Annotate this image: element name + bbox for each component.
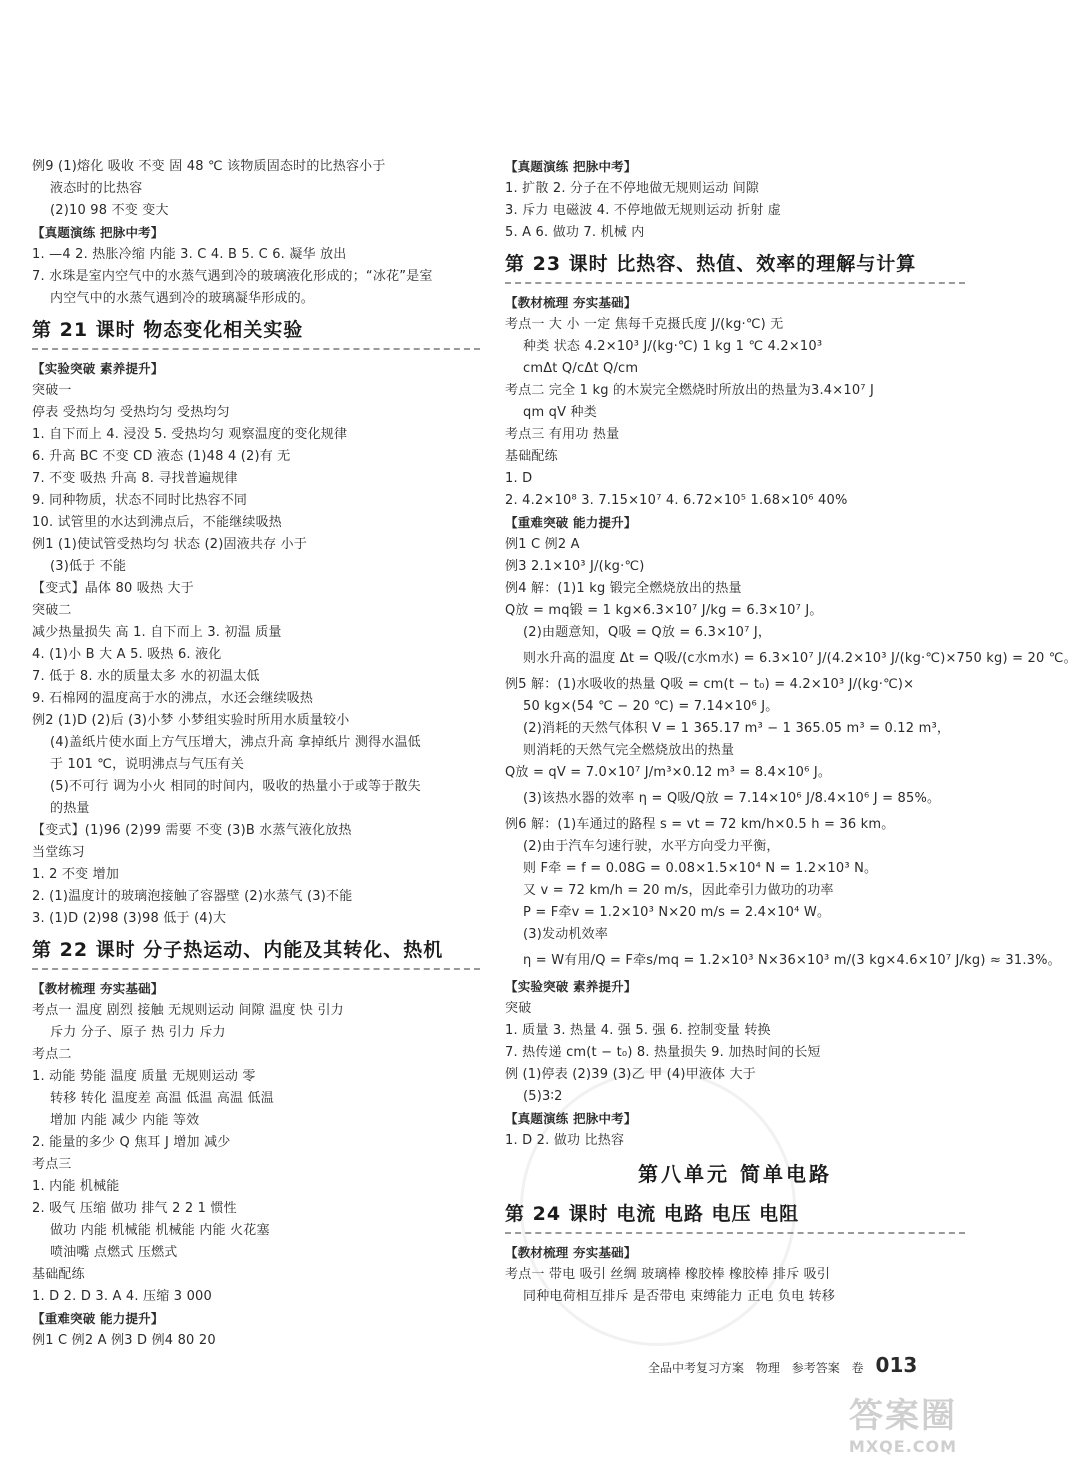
text-line: 3. (1)D (2)98 (3)98 低于 (4)大 bbox=[32, 911, 227, 926]
text-line: 1. D 2. 做功 比热容 bbox=[505, 1133, 625, 1148]
text-line: 7. 低于 8. 水的质量太多 水的初温太低 bbox=[32, 669, 260, 684]
text-line: (3)低于 不能 bbox=[50, 559, 127, 574]
text-line: 1. 内能 机械能 bbox=[32, 1179, 120, 1194]
text-line: 例1 (1)使试管受热均匀 状态 (2)固液共存 小于 bbox=[32, 537, 308, 552]
text-line: 例 (1)停表 (2)39 (3)乙 甲 (4)甲液体 大于 bbox=[505, 1067, 756, 1082]
text-line: 例9 (1)熔化 吸收 不变 固 48 ℃ 该物质固态时的比热容小于 bbox=[32, 159, 386, 174]
text-line: 7. 不变 吸热 升高 8. 寻找普遍规律 bbox=[32, 471, 238, 486]
watermark-logo bbox=[828, 1396, 978, 1466]
left-column bbox=[32, 156, 480, 1352]
text-line: 种类 状态 4.2×10³ J/(kg·℃) 1 kg 1 ℃ 4.2×10³ bbox=[523, 339, 823, 354]
text-line: (2)由于汽车匀速行驶，水平方向受力平衡， bbox=[523, 839, 780, 854]
text-line: 7. 热传递 cm(t − t₀) 8. 热量损失 9. 加热时间的长短 bbox=[505, 1045, 821, 1060]
footer-section: 参考答案 bbox=[791, 1361, 840, 1375]
section-label: 【实验突破 素养提升】 bbox=[505, 979, 637, 994]
text-line: 50 kg×(54 ℃ − 20 ℃) = 7.14×10⁶ J。 bbox=[523, 699, 779, 714]
section-label: 【重难突破 能力提升】 bbox=[505, 515, 637, 530]
section-label: 【真题演练 把脉中考】 bbox=[505, 1111, 637, 1126]
text-line: 1. D 2. D 3. A 4. 压缩 3 000 bbox=[32, 1289, 213, 1304]
text-line: cmΔt Q/cΔt Q/cm bbox=[523, 361, 639, 376]
text-line: (2)消耗的天然气体积 V = 1 365.17 m³ − 1 365.05 m³ = 0.12 m³， bbox=[523, 721, 951, 736]
text-line: 1. D bbox=[505, 471, 533, 486]
text-line: (3)发动机效率 bbox=[523, 927, 609, 942]
text-line: 考点一 大 小 一定 焦每千克摄氏度 J/(kg·℃) 无 bbox=[505, 317, 784, 332]
text-line: 停表 受热均匀 受热均匀 受热均匀 bbox=[32, 405, 230, 420]
text-line: 例3 2.1×10³ J/(kg·℃) bbox=[505, 559, 645, 574]
text-line: 的热量 bbox=[50, 801, 90, 816]
footer-vol: 卷 bbox=[851, 1361, 864, 1375]
section-label: 【教材梳理 夯实基础】 bbox=[505, 295, 637, 310]
text-line: 7. 水珠是室内空气中的水蒸气遇到冷的玻璃液化形成的；“冰花”是室 bbox=[32, 269, 433, 284]
text-line: (4)盖纸片使水面上方气压增大，沸点升高 拿掉纸片 测得水温低 bbox=[50, 735, 421, 750]
watermark-url: MXQE.COM bbox=[848, 1437, 958, 1456]
text-line: P = F牵v = 1.2×10³ N×20 m/s = 2.4×10⁴ W。 bbox=[523, 905, 831, 920]
text-line: 考点三 有用功 热量 bbox=[505, 427, 620, 442]
text-line: 1. 自下而上 4. 浸没 5. 受热均匀 观察温度的变化规律 bbox=[32, 427, 348, 442]
lesson-heading: 第 21 课时 物态变化相关实验 bbox=[32, 314, 480, 350]
section-label: 【教材梳理 夯实基础】 bbox=[32, 981, 164, 996]
text-line: 减少热量损失 高 1. 自下而上 3. 初温 质量 bbox=[32, 625, 282, 640]
section-label: 【重难突破 能力提升】 bbox=[32, 1311, 164, 1326]
unit-heading: 第八单元 简单电路 bbox=[638, 1162, 832, 1186]
text-line: 1. 2 不变 增加 bbox=[32, 867, 120, 882]
text-line: 考点一 温度 剧烈 接触 无规则运动 间隙 温度 快 引力 bbox=[32, 1003, 344, 1018]
text-line: 4. (1)小 B 大 A 5. 吸热 6. 液化 bbox=[32, 647, 222, 662]
text-line: 突破一 bbox=[32, 383, 72, 398]
faint-stamp-mark bbox=[520, 1070, 796, 1346]
text-line: 斥力 分子、原子 热 引力 斥力 bbox=[50, 1025, 226, 1040]
text-line: 考点一 带电 吸引 丝绸 玻璃棒 橡胶棒 橡胶棒 排斥 吸引 bbox=[505, 1267, 831, 1282]
text-line: 做功 内能 机械能 机械能 内能 火花塞 bbox=[50, 1223, 270, 1238]
text-line: 基础配练 bbox=[505, 449, 558, 464]
section-label: 【教材梳理 夯实基础】 bbox=[505, 1245, 637, 1260]
text-line: 突破 bbox=[505, 1001, 532, 1016]
text-line: 当堂练习 bbox=[32, 845, 85, 860]
text-line: 9. 石棉网的温度高于水的沸点，水还会继续吸热 bbox=[32, 691, 314, 706]
text-line: (2)10 98 不变 变大 bbox=[50, 203, 169, 218]
text-line: 喷油嘴 点燃式 压燃式 bbox=[50, 1245, 178, 1260]
text-line: 1. 质量 3. 热量 4. 强 5. 强 6. 控制变量 转换 bbox=[505, 1023, 771, 1038]
text-line: 1. 扩散 2. 分子在不停地做无规则运动 间隙 bbox=[505, 181, 760, 196]
text-line: 2. (1)温度计的玻璃泡接触了容器壁 (2)水蒸气 (3)不能 bbox=[32, 889, 353, 904]
text-line: 10. 试管里的水达到沸点后，不能继续吸热 bbox=[32, 515, 283, 530]
text-line: 考点三 bbox=[32, 1157, 72, 1172]
lesson-heading: 第 23 课时 比热容、热值、效率的理解与计算 bbox=[505, 248, 965, 284]
text-line: 6. 升高 BC 不变 CD 液态 (1)48 4 (2)有 无 bbox=[32, 449, 291, 464]
text-line: 9. 同种物质，状态不同时比热容不同 bbox=[32, 493, 248, 508]
text-line: 3. 斥力 电磁波 4. 不停地做无规则运动 折射 虚 bbox=[505, 203, 782, 218]
text-line: 则水升高的温度 Δt = Q吸/(c水m水) = 6.3×10⁷ J/(4.2×10³ J/(kg·℃)×750 kg) = 20 ℃。 bbox=[523, 651, 1077, 666]
text-line: (3)该热水器的效率 η = Q吸/Q放 = 7.14×10⁶ J/8.4×10⁶ J = 85%。 bbox=[523, 791, 941, 806]
text-line: 则 F牵 = f = 0.08G = 0.08×1.5×10⁴ N = 1.2×10³ N。 bbox=[523, 861, 878, 876]
text-line: 例2 (1)D (2)后 (3)小梦 小梦组实验时所用水质量较小 bbox=[32, 713, 350, 728]
watermark-main: 答案圈 bbox=[849, 1396, 957, 1436]
text-line: 2. 4.2×10⁸ 3. 7.15×10⁷ 4. 6.72×10⁵ 1.68×10⁶ 40% bbox=[505, 493, 848, 508]
text-line: 又 v = 72 km/h = 20 m/s，因此牵引力做功的功率 bbox=[523, 883, 834, 898]
text-line: 增加 内能 减少 内能 等效 bbox=[50, 1113, 200, 1128]
text-line: 考点二 bbox=[32, 1047, 72, 1062]
text-line: Q放 = qV = 7.0×10⁷ J/m³×0.12 m³ = 8.4×10⁶ J。 bbox=[505, 765, 832, 780]
text-line: η = W有用/Q = F牵s/mq = 1.2×10³ N×36×10³ m/(3 kg×4.6×10⁷ J/kg) ≈ 31.3%。 bbox=[523, 953, 1061, 968]
text-line: 例4 解：(1)1 kg 锻完全燃烧放出的热量 bbox=[505, 581, 742, 596]
page-footer bbox=[648, 1352, 948, 1378]
text-line: (2)由题意知，Q吸 = Q放 = 6.3×10⁷ J， bbox=[523, 625, 772, 640]
text-line: qm qV 种类 bbox=[523, 405, 597, 420]
text-line: 2. 吸气 压缩 做功 排气 2 2 1 惯性 bbox=[32, 1201, 237, 1216]
footer-subject: 物理 bbox=[755, 1361, 780, 1375]
text-line: 5. A 6. 做功 7. 机械 内 bbox=[505, 225, 645, 240]
page-number: 013 bbox=[875, 1353, 918, 1377]
text-line: 2. 能量的多少 Q 焦耳 J 增加 减少 bbox=[32, 1135, 231, 1150]
section-label: 【真题演练 把脉中考】 bbox=[505, 159, 637, 174]
text-line: 同种电荷相互排斥 是否带电 束缚能力 正电 负电 转移 bbox=[523, 1289, 836, 1304]
text-line: 突破二 bbox=[32, 603, 72, 618]
lesson-heading: 第 22 课时 分子热运动、内能及其转化、热机 bbox=[32, 934, 480, 970]
section-label: 【实验突破 素养提升】 bbox=[32, 361, 164, 376]
text-line: 内空气中的水蒸气遇到冷的玻璃凝华形成的。 bbox=[50, 291, 315, 306]
text-line: 则消耗的天然气完全燃烧放出的热量 bbox=[523, 743, 735, 758]
text-line: 【变式】(1)96 (2)99 需要 不变 (3)B 水蒸气液化放热 bbox=[32, 823, 352, 838]
text-line: (5)3∶2 bbox=[523, 1089, 563, 1104]
text-line: Q放 = mq锻 = 1 kg×6.3×10⁷ J/kg = 6.3×10⁷ J。 bbox=[505, 603, 823, 618]
text-line: 例6 解：(1)车通过的路程 s = vt = 72 km/h×0.5 h = 36 km。 bbox=[505, 817, 895, 832]
text-line: 转移 转化 温度差 高温 低温 高温 低温 bbox=[50, 1091, 274, 1106]
text-line: 1. —4 2. 热胀冷缩 内能 3. C 4. B 5. C 6. 凝华 放出 bbox=[32, 247, 347, 262]
footer-series: 全品中考复习方案 bbox=[648, 1361, 745, 1375]
text-line: 于 101 ℃，说明沸点与气压有关 bbox=[50, 757, 245, 772]
text-line: 考点二 完全 1 kg 的木炭完全燃烧时所放出的热量为3.4×10⁷ J bbox=[505, 383, 875, 398]
text-line: 例1 C 例2 A 例3 D 例4 80 20 bbox=[32, 1333, 216, 1348]
text-line: 【变式】晶体 80 吸热 大于 bbox=[32, 581, 194, 596]
text-line: 例5 解：(1)水吸收的热量 Q吸 = cm(t − t₀) = 4.2×10³ J/(kg·℃)× bbox=[505, 677, 915, 692]
section-label: 【真题演练 把脉中考】 bbox=[32, 225, 164, 240]
text-line: 1. 动能 势能 温度 质量 无规则运动 零 bbox=[32, 1069, 256, 1084]
text-line: (5)不可行 调为小火 相同的时间内，吸收的热量小于或等于散失 bbox=[50, 779, 421, 794]
text-line: 例1 C 例2 A bbox=[505, 537, 580, 552]
text-line: 基础配练 bbox=[32, 1267, 85, 1282]
lesson-heading: 第 24 课时 电流 电路 电压 电阻 bbox=[505, 1198, 965, 1234]
text-line: 液态时的比热容 bbox=[50, 181, 143, 196]
